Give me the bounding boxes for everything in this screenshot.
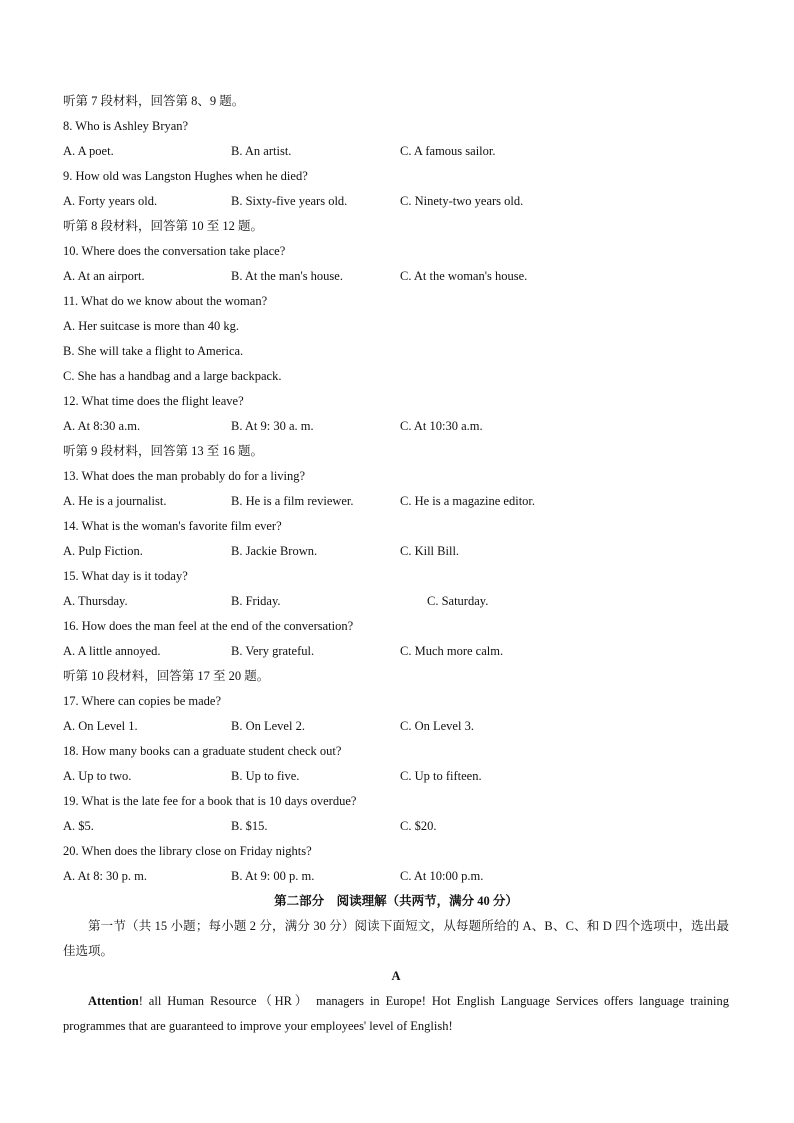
option-c: C. On Level 3.	[400, 719, 474, 733]
question-16: 16. How does the man feel at the end of the conversation?	[63, 619, 354, 633]
part2-instructions: 第一节（共 15 小题；每小题 2 分，满分 30 分）阅读下面短文，从每题所给的 A、B、C、和 D 四个选项中，选出最佳选项。	[63, 919, 729, 958]
exam-page	[63, 89, 729, 1039]
option-a: A. A little annoyed.	[63, 644, 161, 658]
section-header-10: 听第 10 段材料，回答第 17 至 20 题。	[63, 669, 270, 683]
options-13	[63, 489, 729, 514]
option-a: A. At 8:30 a.m.	[63, 419, 141, 433]
options-15	[63, 589, 729, 614]
option-b: B. Up to five.	[231, 769, 300, 783]
option-a: A. On Level 1.	[63, 719, 138, 733]
option-a: A. At an airport.	[63, 269, 145, 283]
option-11-a: A. Her suitcase is more than 40 kg.	[63, 319, 240, 333]
option-c: C. At 10:00 p.m.	[400, 869, 484, 883]
option-a: A. Forty years old.	[63, 194, 158, 208]
option-11-c: C. She has a handbag and a large backpack.	[63, 369, 282, 383]
question-14: 14. What is the woman's favorite film ever?	[63, 519, 282, 533]
question-19: 19. What is the late fee for a book that is 10 days overdue?	[63, 794, 357, 808]
question-8: 8. Who is Ashley Bryan?	[63, 119, 189, 133]
option-a: A. $5.	[63, 819, 94, 833]
option-c: C. At 10:30 a.m.	[400, 419, 483, 433]
option-c: C. He is a magazine editor.	[400, 494, 536, 508]
option-a: A. Up to two.	[63, 769, 132, 783]
option-b: B. Sixty-five years old.	[231, 194, 348, 208]
question-12: 12. What time does the flight leave?	[63, 394, 244, 408]
attention-text: ! all Human Resource（HR） managers in Europe! Hot English Language Services offers language training programmes that are guaranteed to improve your employees' level of English!	[63, 994, 729, 1033]
question-18: 18. How many books can a graduate student check out?	[63, 744, 342, 758]
option-11-b: B. She will take a flight to America.	[63, 344, 244, 358]
section-header-9: 听第 9 段材料，回答第 13 至 16 题。	[63, 444, 264, 458]
option-b: B. $15.	[231, 819, 268, 833]
option-c: C. Ninety-two years old.	[400, 194, 524, 208]
options-19	[63, 814, 729, 839]
option-c: C. Kill Bill.	[400, 544, 460, 558]
options-18	[63, 764, 729, 789]
option-b: B. On Level 2.	[231, 719, 305, 733]
question-9: 9. How old was Langston Hughes when he died?	[63, 169, 308, 183]
option-a: A. A poet.	[63, 144, 114, 158]
section-header-8: 听第 8 段材料，回答第 10 至 12 题。	[63, 219, 264, 233]
question-10: 10. Where does the conversation take place?	[63, 244, 286, 258]
question-15: 15. What day is it today?	[63, 569, 188, 583]
part2-title: 第二部分 阅读理解（共两节，满分 40 分）	[274, 894, 518, 908]
option-b: B. At 9: 00 p. m.	[231, 869, 315, 883]
attention-word: Attention	[88, 994, 139, 1008]
question-20: 20. When does the library close on Friday nights?	[63, 844, 312, 858]
option-c: C. Much more calm.	[400, 644, 504, 658]
option-c: C. $20.	[400, 819, 437, 833]
option-c: C. Up to fifteen.	[400, 769, 482, 783]
passage-label: A	[391, 969, 401, 983]
option-b: B. Very grateful.	[231, 644, 315, 658]
question-11: 11. What do we know about the woman?	[63, 294, 268, 308]
option-a: A. He is a journalist.	[63, 494, 167, 508]
option-a: A. Pulp Fiction.	[63, 544, 143, 558]
option-b: B. He is a film reviewer.	[231, 494, 354, 508]
options-12	[63, 414, 729, 439]
passage-a-intro	[63, 989, 729, 1039]
option-a: A. At 8: 30 p. m.	[63, 869, 148, 883]
options-10	[63, 264, 729, 289]
options-14	[63, 539, 729, 564]
option-c: C. At the woman's house.	[400, 269, 528, 283]
question-17: 17. Where can copies be made?	[63, 694, 222, 708]
question-13: 13. What does the man probably do for a living?	[63, 469, 306, 483]
section-header-7: 听第 7 段材料，回答第 8、9 题。	[63, 94, 245, 108]
option-b: B. An artist.	[231, 144, 292, 158]
option-c: C. A famous sailor.	[400, 144, 496, 158]
option-b: B. At 9: 30 a. m.	[231, 419, 314, 433]
option-b: B. Friday.	[231, 594, 281, 608]
options-9	[63, 189, 729, 214]
options-17	[63, 714, 729, 739]
option-a: A. Thursday.	[63, 594, 128, 608]
option-b: B. Jackie Brown.	[231, 544, 318, 558]
options-16	[63, 639, 729, 664]
option-b: B. At the man's house.	[231, 269, 343, 283]
option-c: C. Saturday.	[427, 594, 489, 608]
options-8	[63, 139, 729, 164]
options-20	[63, 864, 729, 889]
